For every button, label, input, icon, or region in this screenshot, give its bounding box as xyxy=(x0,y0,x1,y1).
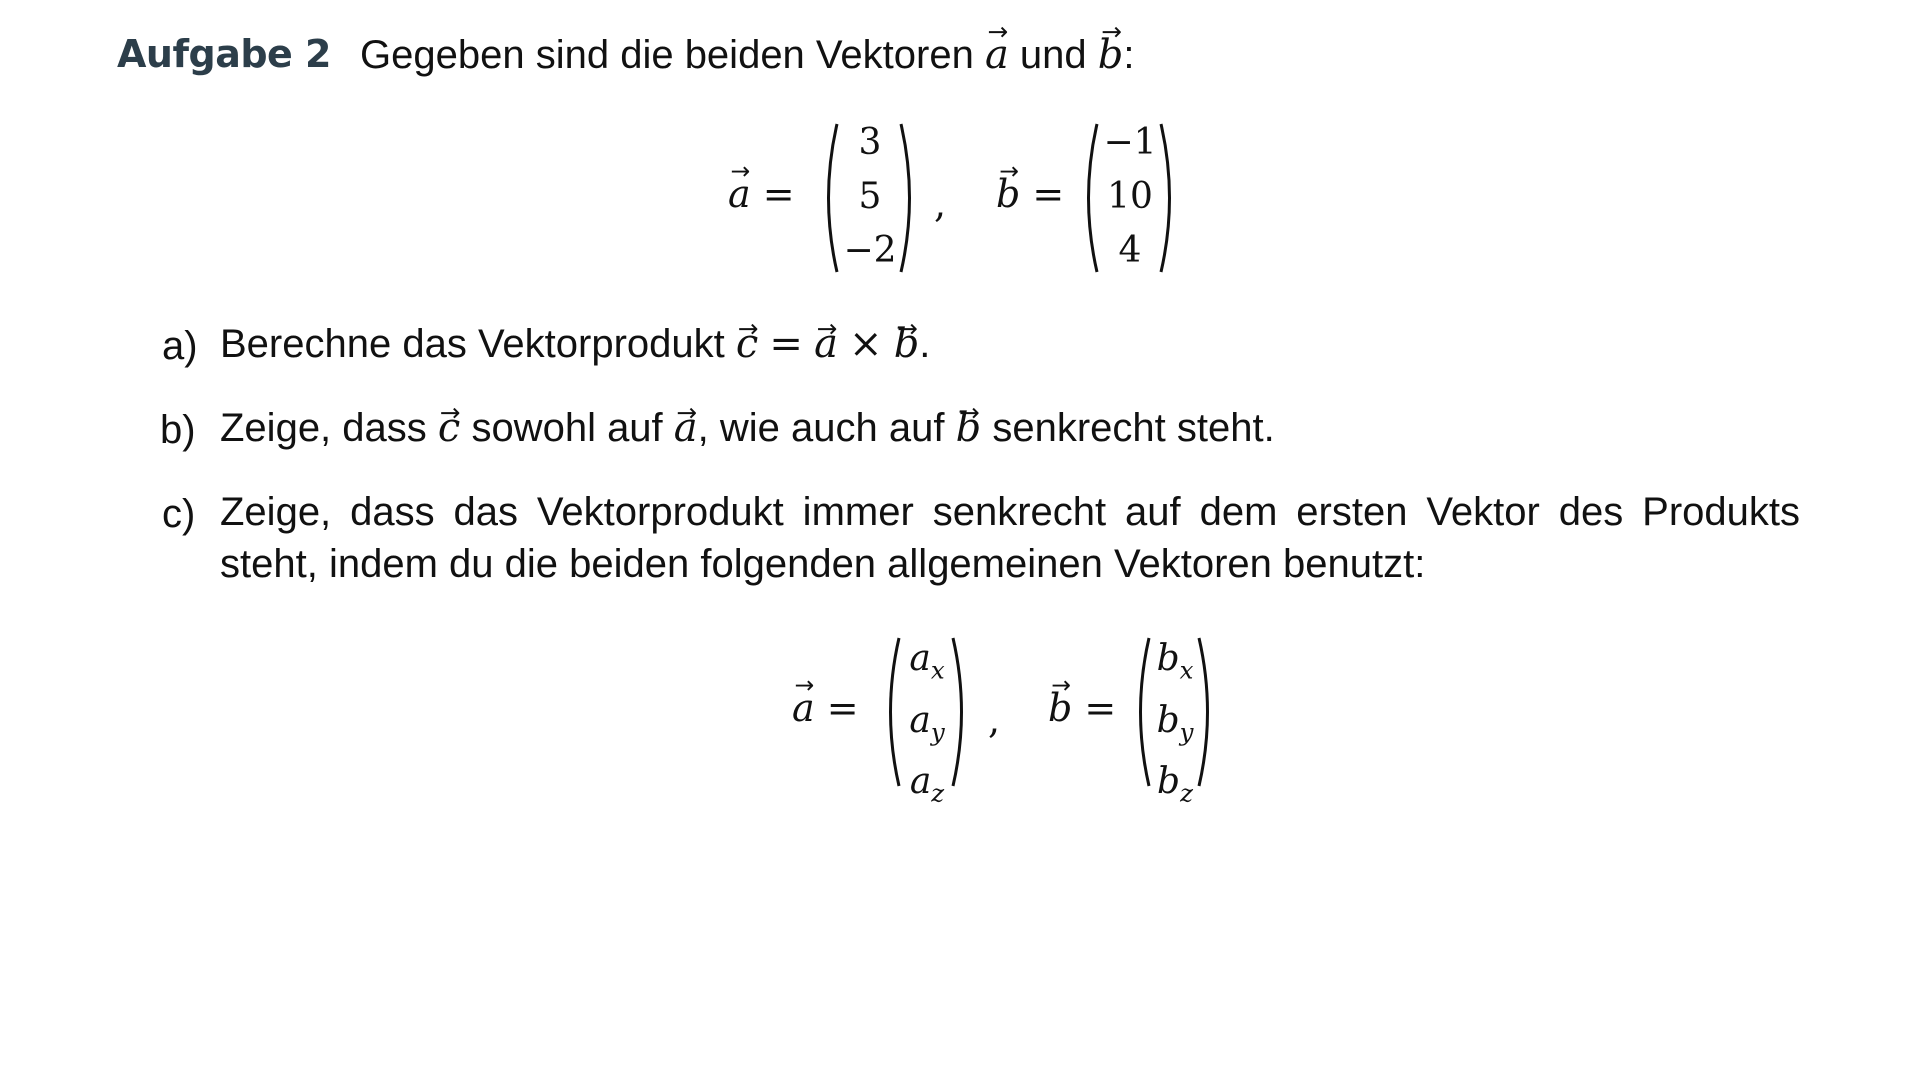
matrix-entry: $a_z$ xyxy=(909,761,945,808)
item-a-text: Berechne das Vektorprodukt → c = → a × → b. xyxy=(220,318,930,370)
matrix-entry: −2 xyxy=(843,230,897,271)
item-b-letter: b) xyxy=(160,408,196,452)
intro-conjunction: und xyxy=(1019,33,1087,77)
matrix-entry: $b_x$ xyxy=(1156,638,1194,685)
intro-text: Gegeben sind die beiden Vektoren xyxy=(360,33,974,77)
vector-a-label: → a = xyxy=(728,172,795,216)
right-paren-icon xyxy=(950,636,972,788)
item-b-text: Zeige, dass → c sowohl auf → a, wie auch auf → b senkrecht steht. xyxy=(220,402,1275,454)
matrix-entry: $a_x$ xyxy=(909,638,945,685)
task-intro xyxy=(360,32,1135,78)
matrix-entry: 5 xyxy=(858,176,882,217)
right-paren-icon xyxy=(1158,122,1180,274)
matrix-entry: 4 xyxy=(1118,230,1142,271)
matrix-entry: 3 xyxy=(858,122,882,163)
matrix-entry: $b_y$ xyxy=(1156,699,1194,747)
item-c-text: Zeige, dass das Vektorprodukt immer senkrecht auf dem ersten Vektor des Produkts steht, indem du die beiden folgenden allgemeinen Vektoren benutzt: xyxy=(220,490,1800,586)
general-vector-b-label: → b = xyxy=(1048,686,1116,730)
task-title: Aufgabe 2 xyxy=(117,32,331,76)
item-a-letter: a) xyxy=(162,324,198,368)
matrix-entry: −1 xyxy=(1103,122,1157,163)
intro-colon: : xyxy=(1123,33,1135,77)
vector-b-label: → b = xyxy=(996,172,1064,216)
matrix-entry: 10 xyxy=(1107,176,1153,217)
general-vector-separator: , xyxy=(988,698,1001,742)
item-c-letter: c) xyxy=(162,492,196,536)
matrix-entry: $b_z$ xyxy=(1157,761,1193,808)
general-vector-a-label: → a = xyxy=(792,686,859,730)
right-paren-icon xyxy=(1196,636,1218,788)
vector-separator: , xyxy=(934,182,947,226)
vector-a-symbol: → a xyxy=(985,32,1009,78)
vector-b-symbol: → b xyxy=(1098,32,1124,78)
right-paren-icon xyxy=(898,122,920,274)
matrix-entry: $a_y$ xyxy=(909,699,945,747)
